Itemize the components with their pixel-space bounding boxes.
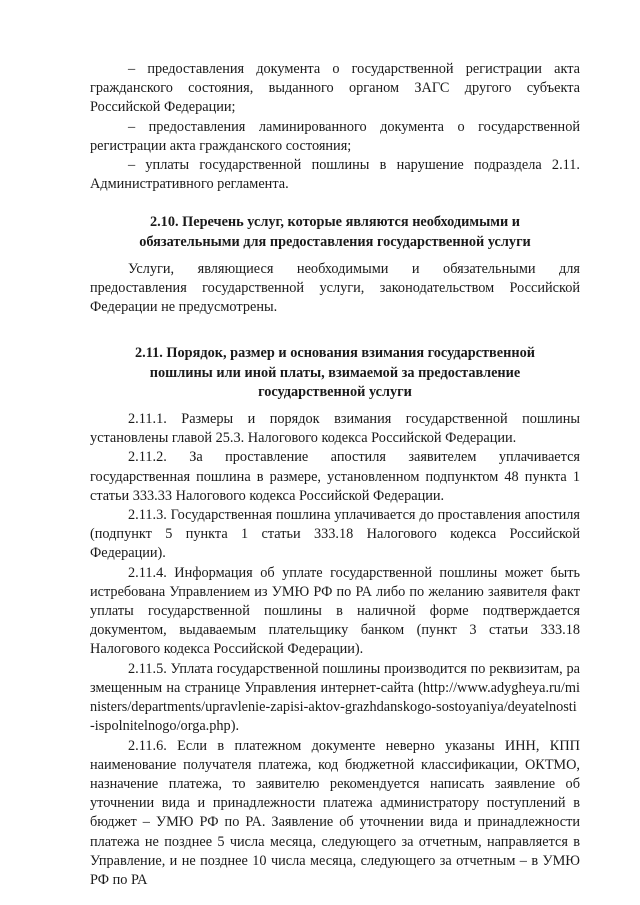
section-items <box>90 410 580 890</box>
section-2-10 <box>90 213 580 317</box>
section-heading: 2.10. Перечень услуг, которые являются необходимыми и обязательными для предоставления государственной услуги <box>139 214 531 250</box>
section-paragraph: 2.11.3. Государственная пошлина уплачивается до проставления апостиля (подпункт 5 пункта 1 статьи 333.18 Налогового кодекса Российской Федерации). <box>90 507 580 562</box>
bullet-item: – уплаты государственной пошлины в нарушение подраздела 2.11. Административного регламента. <box>90 157 580 193</box>
section-paragraph: 2.11.1. Размеры и порядок взимания государственной пошлины установлены главой 25.3. Налогового кодекса Российской Федерации. <box>90 411 580 447</box>
section-2-11 <box>90 344 580 890</box>
section-heading: 2.11. Порядок, размер и основания взимания государственной пошлины или иной платы, взимаемой за предоставление государственной услуги <box>135 345 535 400</box>
section-paragraph: Услуги, являющиеся необходимыми и обязательными для предоставления государственной услуги, законодательством Российской Федерации не предусмотрены. <box>90 260 580 316</box>
section-paragraph: 2.11.2. За проставление апостиля заявителем уплачивается государственная пошлина в размере, установленном подпунктом 48 пункта 1 статьи 333.33 Налогового кодекса Российской Федерации. <box>90 449 580 504</box>
bullet-item: – предоставления документа о государственной регистрации акта гражданского состояния, выданного органом ЗАГС другого субъекта Российской Федерации; <box>90 61 580 116</box>
bullet-item: – предоставления ламинированного документа о государственной регистрации акта гражданского состояния; <box>90 118 580 154</box>
section-paragraph: 2.11.6. Если в платежном документе неверно указаны ИНН, КПП наименование получателя платежа, код бюджетной классификации, ОКТМО, назначение платежа, то заявителю рекомендуется написать заявление об уточнении вида и принадлежности платежа администратору поступлений в бюджет – УМЮ РФ по РА. Заявление об уточнении вида и принадлежности платежа не позднее 5 числа месяца, следующего за отчетным, направляется в Управление, и не позднее 10 числа месяца, следующего за отчетным – в УМЮ РФ по РА <box>90 737 580 888</box>
section-paragraph: 2.11.4. Информация об уплате государственной пошлины может быть истребована Управлением из УМЮ РФ по РА либо по желанию заявителя факт уплаты государственной пошлины в наличной форме подтверждается документом, выдаваемым плательщику банком (пункт 3 статьи 333.18 Налогового кодекса Российской Федерации). <box>90 564 580 658</box>
section-paragraph: 2.11.5. Уплата государственной пошлины производится по реквизитам, размещенным на странице Управления интернет-сайта (http://www.adygheya.ru/ministers/departments/upravlenie-zapisi-aktov-grazhdanskogo-sostoyaniya/deyatelnosti-ispolnitelnogo/orga.php). <box>90 660 580 735</box>
document-page <box>90 60 580 890</box>
bullet-list <box>90 60 580 194</box>
